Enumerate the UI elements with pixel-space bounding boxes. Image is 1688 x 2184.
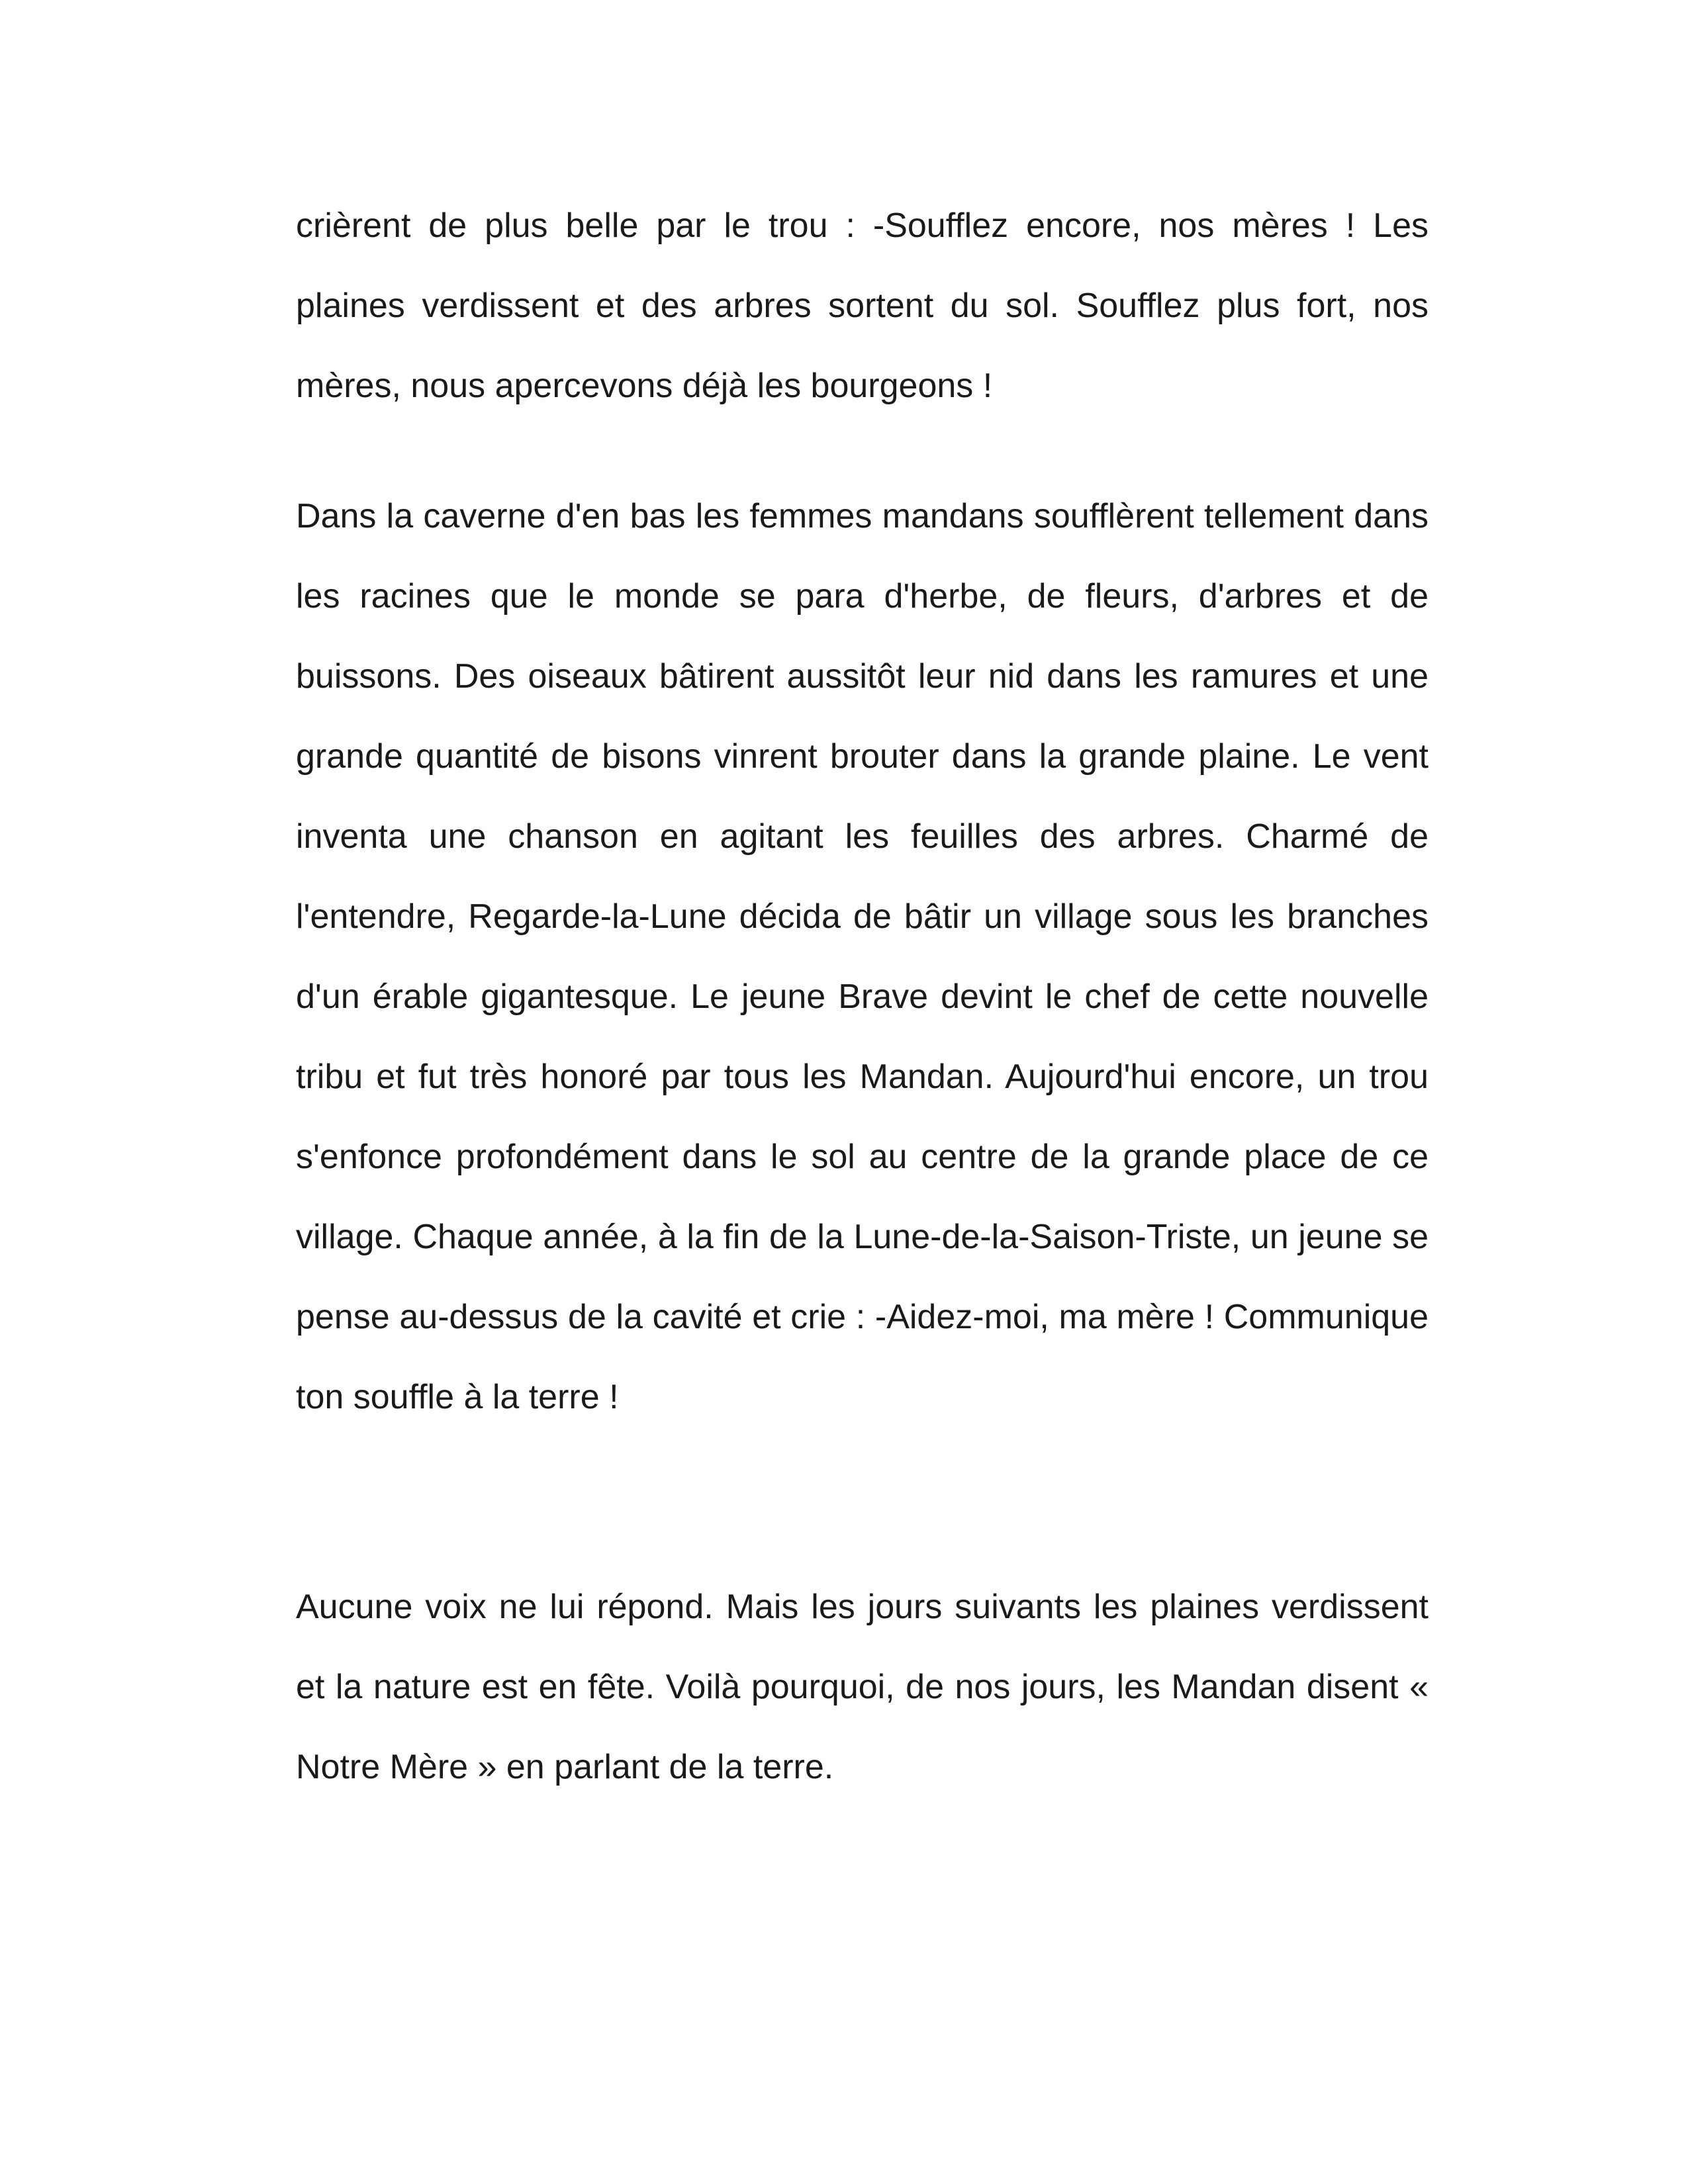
paragraph-1: crièrent de plus belle par le trou : -Soufflez encore, nos mères ! Les plaines verdissent et des arbres sortent du sol. Soufflez plus fort, nos mères, nous apercevons déjà les bourgeons ! [296, 206, 1429, 405]
paragraph-3: Aucune voix ne lui répond. Mais les jours suivants les plaines verdissent et la nature est en fête. Voilà pourquoi, de nos jours, les Mandan disent « Notre Mère » en parlant de la terre. [296, 1588, 1429, 1786]
paragraph-2: Dans la caverne d'en bas les femmes mandans soufflèrent tellement dans les racines que le monde se para d'herbe, de fleurs, d'arbres et de buissons. Des oiseaux bâtirent aussitôt leur nid dans les ramures et une grande quantité de bisons vinrent brouter dans la grande plaine. Le vent inventa une chanson en agitant les feuilles des arbres. Charmé de l'entendre, Regarde-la-Lune décida de bâtir un village sous les branches d'un érable gigantesque. Le jeune Brave devint le chef de cette nouvelle tribu et fut très honoré par tous les Mandan. Aujourd'hui encore, un trou s'enfonce profondément dans le sol au centre de la grande place de ce village. Chaque année, à la fin de la Lune-de-la-Saison-Triste, un jeune se pense au-dessus de la cavité et crie : -Aidez-moi, ma mère ! Communique ton souffle à la terre ! [296, 497, 1429, 1416]
